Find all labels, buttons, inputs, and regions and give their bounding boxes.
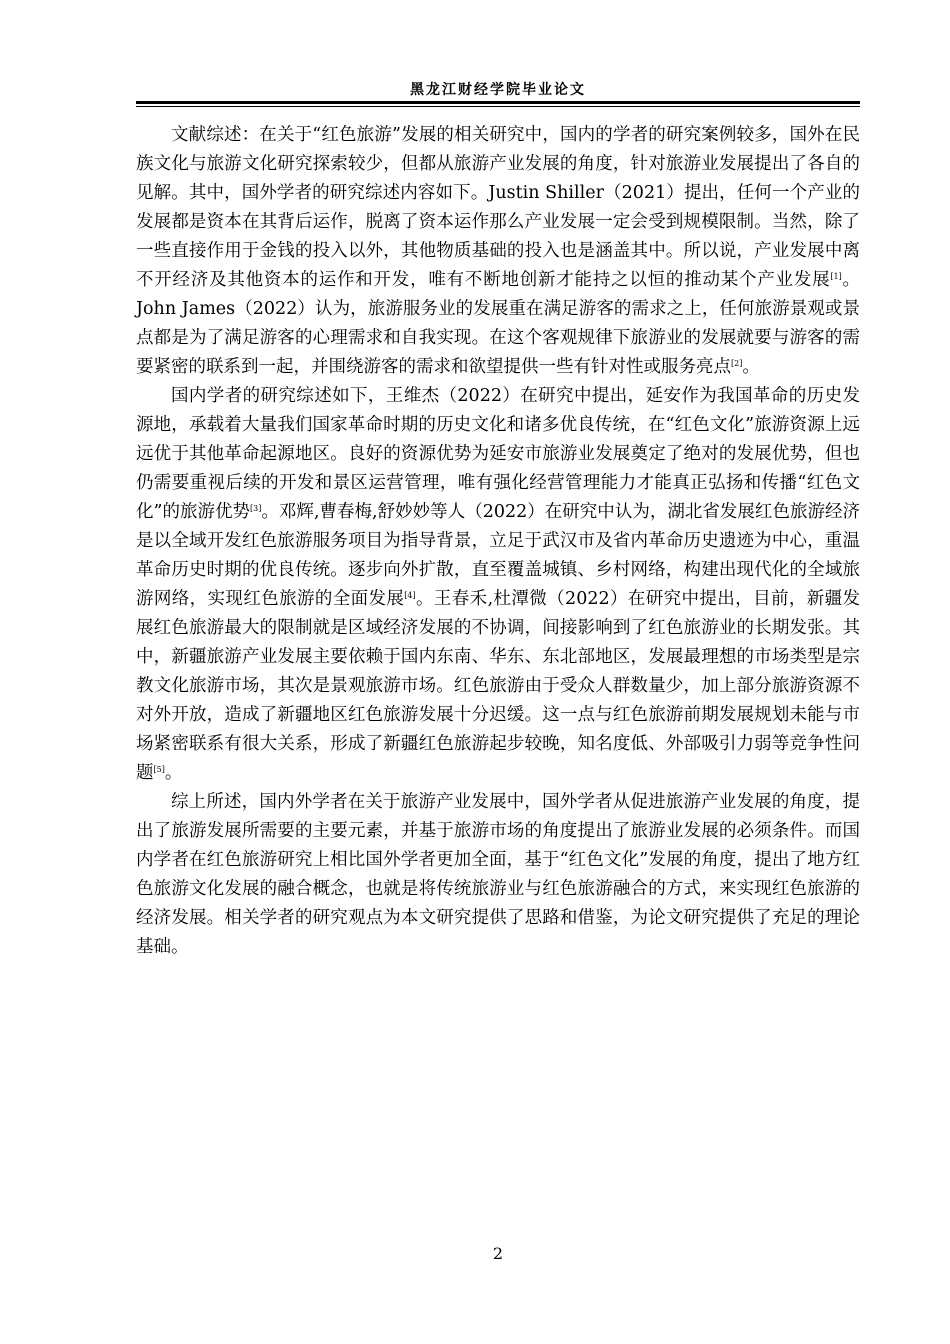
paragraph-summary bbox=[136, 788, 860, 962]
citation-mark: [1] bbox=[830, 272, 842, 281]
citation-mark: [2] bbox=[731, 359, 743, 368]
citation-mark: [5] bbox=[153, 765, 165, 774]
paragraph-literature-foreign bbox=[136, 121, 860, 382]
paragraph-text: 。John James（2022）认为，旅游服务业的发展重在满足游客的需求之上，任何旅游景观或景点都是为了满足游客的心理需求和自我实现。在这个客观规律下旅游业的发展就要与游客的需要紧密的联系到一起，并围绕游客的需求和欲望提供一些有针对性或服务亮点 bbox=[136, 270, 861, 377]
header-rule-thick bbox=[136, 101, 860, 104]
paragraph-text: 。王春禾,杜潭微（2022）在研究中提出，目前，新疆发展红色旅游最大的限制就是区域经济发展的不协调，间接影响到了红色旅游业的长期发张。其中，新疆旅游产业发展主要依赖于国内东南、华东、东北部地区，发展最理想的市场类型是宗教文化旅游市场，其次是景观旅游市场。红色旅游由于受众人群数量少，加上部分旅游资源不对外开放，造成了新疆地区红色旅游发展十分迟缓。这一点与红色旅游前期发展规划未能与市场紧密联系有很大关系，形成了新疆红色旅游起步较晚，知名度低、外部吸引力弱等竞争性问题 bbox=[136, 589, 860, 783]
citation-mark: [3] bbox=[250, 504, 262, 513]
paragraph-text: 综上所述，国内外学者在关于旅游产业发展中，国外学者从促进旅游产业发展的角度，提出了旅游发展所需要的主要元素，并基于旅游市场的角度提出了旅游业发展的必须条件。而国内学者在红色旅游研究上相比国外学者更加全面，基于“红色文化”发展的角度，提出了地方红色旅游文化发展的融合概念，也就是将传统旅游业与红色旅游融合的方式，来实现红色旅游的经济发展。相关学者的研究观点为本文研究提供了思路和借鉴，为论文研究提供了充足的理论基础。 bbox=[136, 792, 860, 957]
page-number: 2 bbox=[492, 1244, 504, 1263]
paragraph-text: 。 bbox=[742, 357, 760, 377]
citation-mark: [4] bbox=[404, 591, 416, 600]
paragraph-literature-domestic bbox=[136, 382, 860, 788]
running-header: 黑龙江财经学院毕业论文 bbox=[410, 82, 586, 98]
paragraph-text: 。邓辉,曹春梅,舒妙妙等人（2022）在研究中认为，湖北省发展红色旅游经济是以全域开发红色旅游服务项目为指导背景，立足于武汉市及省内革命历史遗迹为中心，重温革命历史时期的优良传统。逐步向外扩散，直至覆盖城镇、乡村网络，构建出现代化的全域旅游网络，实现红色旅游的全面发展 bbox=[136, 502, 860, 609]
paragraph-text: 文献综述：在关于“红色旅游”发展的相关研究中，国内的学者的研究案例较多，国外在民族文化与旅游文化研究探索较少，但都从旅游产业发展的角度，针对旅游业发展提出了各自的见解。其中，国外学者的研究综述内容如下。Justin Shiller（2021）提出，任何一个产业的发展都是资本在其背后运作，脱离了资本运作那么产业发展一定会受到规模限制。当然，除了一些直接作用于金钱的投入以外，其他物质基础的投入也是涵盖其中。所以说，产业发展中离不开经济及其他资本的运作和开发，唯有不断地创新才能持之以恒的推动某个产业发展 bbox=[136, 125, 860, 290]
paragraph-text: 国内学者的研究综述如下，王维杰（2022）在研究中提出，延安作为我国革命的历史发源地，承载着大量我们国家革命时期的历史文化和诸多优良传统，在“红色文化”旅游资源上远远优于其他革命起源地区。良好的资源优势为延安市旅游业发展奠定了绝对的发展优势，但也仍需要重视后续的开发和景区运营管理，唯有强化经营管理能力才能真正弘扬和传播“红色文化”的旅游优势 bbox=[136, 386, 860, 522]
body-text bbox=[136, 121, 860, 962]
header-rule-thin bbox=[136, 106, 860, 107]
paragraph-text: 。 bbox=[164, 763, 183, 783]
